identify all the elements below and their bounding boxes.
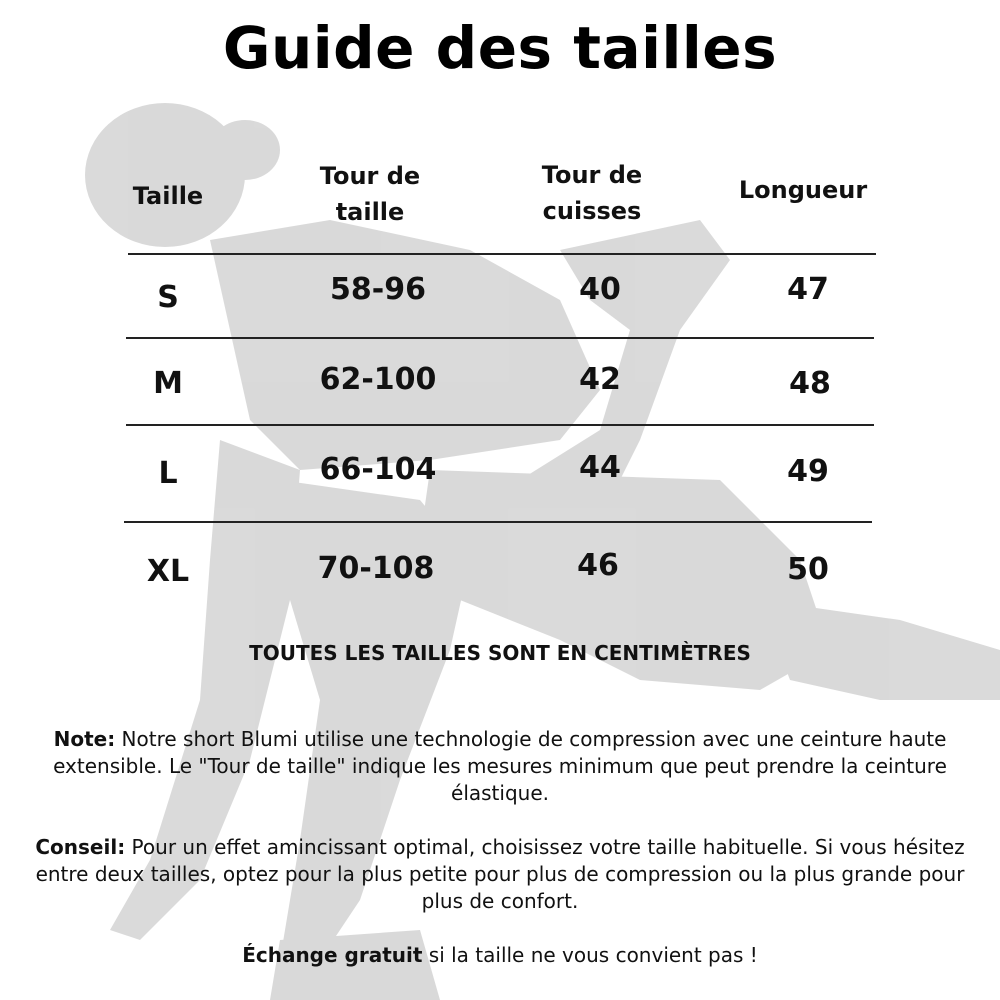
row-l-size: L <box>158 456 178 491</box>
page-title: Guide des tailles <box>222 14 778 82</box>
header-waist <box>300 158 440 230</box>
header-thigh-line2: cuisses <box>542 197 642 225</box>
tip-paragraph <box>22 834 978 915</box>
table-divider <box>126 337 874 339</box>
row-l-length: 49 <box>787 454 829 489</box>
exchange-label: Échange gratuit <box>242 943 423 967</box>
header-waist-line1: Tour de <box>319 162 421 190</box>
header-length: Longueur <box>738 176 868 204</box>
exchange-paragraph <box>30 942 970 969</box>
row-xl-size: XL <box>146 554 190 589</box>
header-size: Taille <box>132 182 204 210</box>
table-divider <box>126 424 874 426</box>
row-xl-length: 50 <box>787 552 829 587</box>
header-thigh <box>522 157 662 229</box>
tip-label: Conseil: <box>35 835 126 859</box>
row-m-thigh: 42 <box>579 362 621 397</box>
header-waist-line2: taille <box>335 198 405 226</box>
row-s-thigh: 40 <box>579 272 621 307</box>
row-xl-waist: 70-108 <box>317 551 435 586</box>
row-m-length: 48 <box>789 366 831 401</box>
row-m-size: M <box>153 366 183 401</box>
row-s-waist: 58-96 <box>330 272 426 307</box>
exchange-text: si la taille ne vous convient pas ! <box>422 943 758 967</box>
unit-note: TOUTES LES TAILLES SONT EN CENTIMÈTRES <box>249 641 751 665</box>
row-xl-thigh: 46 <box>577 548 619 583</box>
note-label: Note: <box>53 727 116 751</box>
table-divider <box>128 253 876 255</box>
note-text: Notre short Blumi utilise une technologie de compression avec une ceinture haute extensible. Le "Tour de taille" indique les mesures minimum que peut prendre la ceinture élastique. <box>53 727 947 805</box>
note-paragraph <box>30 726 970 807</box>
tip-text: Pour un effet amincissant optimal, choisissez votre taille habituelle. Si vous hésitez entre deux tailles, optez pour la plus petite pour plus de compression ou la plus grande pour plus de confort. <box>35 835 965 913</box>
table-divider <box>124 521 872 523</box>
row-l-thigh: 44 <box>579 450 621 485</box>
row-s-length: 47 <box>787 272 829 307</box>
row-l-waist: 66-104 <box>319 452 437 487</box>
header-thigh-line1: Tour de <box>541 161 643 189</box>
row-m-waist: 62-100 <box>319 362 437 397</box>
row-s-size: S <box>157 280 179 315</box>
